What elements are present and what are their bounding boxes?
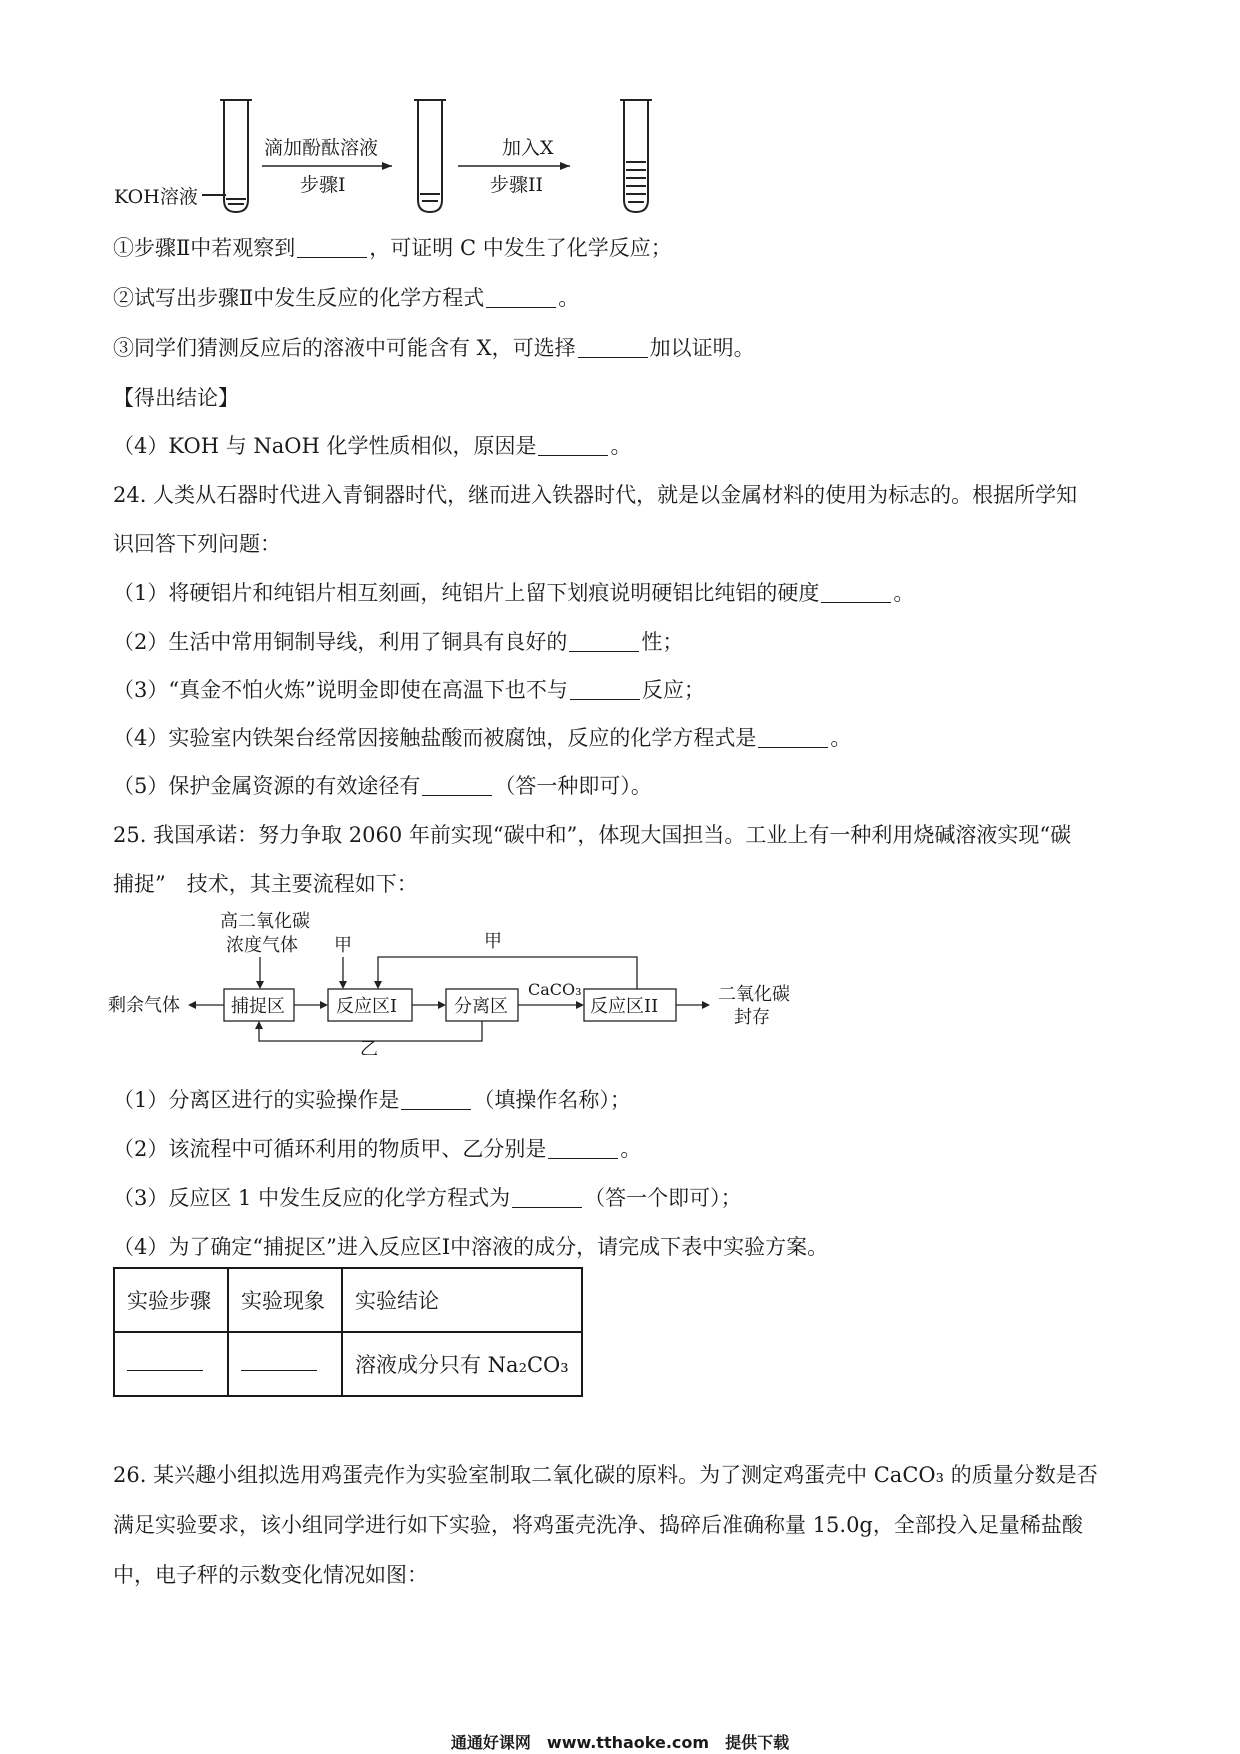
arrow-r2-to-output-head — [702, 1001, 710, 1009]
flow-jia-top: 甲 — [484, 931, 502, 952]
q24-stem-line1: 24. 人类从石器时代进入青铜器时代，继而进入铁器时代，就是以金属材料的使用为标志的。根据所学知 — [113, 483, 1078, 507]
flow-input-line1: 高二氧化碳 — [220, 911, 310, 932]
arrow1-label-top: 滴加酚酞溶液 — [264, 137, 379, 159]
yi-recycle-line — [259, 1021, 482, 1041]
q26-line1: 26. 某兴趣小组拟选用鸡蛋壳作为实验室制取二氧化碳的原料。为了测定鸡蛋壳中 CaCO₃ 的质量分数是否 — [113, 1463, 1098, 1487]
q24-item3: （3）“真金不怕火炼”说明金即使在高温下也不与 反应； — [113, 678, 705, 702]
arrow2-label-top: 加入X — [502, 137, 554, 159]
table-cell-phenomena — [228, 1332, 342, 1396]
input-arrow-head — [256, 981, 264, 989]
remaining-gas-arrow-head — [188, 1001, 196, 1009]
answer-blank[interactable] — [422, 775, 492, 796]
conclusion-heading: 【得出结论】 — [113, 386, 239, 410]
arrow1-label-bottom: 步骤I — [300, 174, 346, 196]
q25-item3: （3）反应区 1 中发生反应的化学方程式为 （答一个即可）； — [113, 1186, 742, 1210]
reactor1-label: 反应区I — [336, 996, 398, 1017]
arrow2-head — [560, 162, 570, 170]
answer-blank[interactable] — [127, 1352, 203, 1371]
q24-item5: （5）保护金属资源的有效途径有 （答一种即可）。 — [113, 774, 652, 798]
flow-input-line2: 浓度气体 — [226, 935, 298, 956]
q25-stem-line2: 捕捉” 技术，其主要流程如下： — [113, 872, 418, 896]
q26-line2: 满足实验要求，该小组同学进行如下实验，将鸡蛋壳洗净、捣碎后准确称量 15.0g，全部投入足量稀盐酸 — [113, 1513, 1083, 1537]
q23-item4: （4）KOH 与 NaOH 化学性质相似，原因是 。 — [113, 434, 632, 458]
answer-blank[interactable] — [538, 435, 608, 456]
table-header-row — [114, 1268, 582, 1332]
q25-stem-line1: 25. 我国承诺：努力争取 2060 年前实现“碳中和”，体现大国担当。工业上有一种利用烧碱溶液实现“碳 — [113, 823, 1072, 847]
answer-blank[interactable] — [570, 679, 640, 700]
arrow-sep-to-r2-head — [576, 1001, 584, 1009]
q23-item1: ①步骤Ⅱ中若观察到 ，可证明 C 中发生了化学反应； — [113, 236, 672, 260]
experiment-table — [113, 1267, 583, 1397]
test-tube-diagram — [108, 96, 708, 221]
flow-yi: 乙 — [360, 1039, 378, 1055]
flow-output-line2: 封存 — [734, 1007, 770, 1028]
tube-label: KOH溶液 — [114, 186, 198, 208]
answer-blank[interactable] — [569, 631, 639, 652]
q26-line3: 中，电子秤的示数变化情况如图： — [113, 1563, 428, 1587]
separator-label: 分离区 — [454, 996, 508, 1017]
answer-blank[interactable] — [548, 1138, 618, 1159]
jia-arrow-head — [339, 981, 347, 989]
table-cell-conclusion: 溶液成分只有 Na₂CO₃ — [342, 1332, 582, 1396]
reactor2-label: 反应区II — [590, 996, 659, 1017]
arrow-capture-to-r1-head — [320, 1001, 328, 1009]
q25-item2: （2）该流程中可循环利用的物质甲、乙分别是 。 — [113, 1137, 642, 1161]
flow-remaining-gas: 剩余气体 — [108, 995, 180, 1016]
answer-blank[interactable] — [401, 1089, 471, 1110]
table-header-cell: 实验现象 — [228, 1268, 342, 1332]
table-header-cell: 实验步骤 — [114, 1268, 228, 1332]
table-header-cell: 实验结论 — [342, 1268, 582, 1332]
flow-output-line1: 二氧化碳 — [718, 984, 790, 1005]
jia-recycle-line — [378, 957, 637, 989]
table-cell-steps — [114, 1332, 228, 1396]
q24-item4: （4）实验室内铁架台经常因接触盐酸而被腐蚀，反应的化学方程式是 。 — [113, 726, 852, 750]
q25-item1: （1）分离区进行的实验操作是 （填操作名称）； — [113, 1088, 631, 1112]
q23-item2: ②试写出步骤Ⅱ中发生反应的化学方程式 。 — [113, 286, 580, 310]
caco3-label: CaCO₃ — [528, 980, 582, 999]
arrow1-head — [382, 162, 392, 170]
yi-recycle-arrow-head — [255, 1021, 263, 1029]
answer-blank[interactable] — [297, 237, 367, 258]
answer-blank[interactable] — [241, 1352, 317, 1371]
q24-item2: （2）生活中常用铜制导线，利用了铜具有良好的 性； — [113, 630, 684, 654]
test-tube-2 — [414, 100, 446, 212]
table-row — [114, 1332, 582, 1396]
test-tube-3 — [620, 100, 652, 212]
jia-recycle-arrow-head — [374, 981, 382, 989]
answer-blank[interactable] — [578, 337, 648, 358]
answer-blank[interactable] — [758, 727, 828, 748]
answer-blank[interactable] — [512, 1187, 582, 1208]
arrow2-label-bottom: 步骤II — [490, 174, 544, 196]
arrow-r1-to-sep-head — [438, 1001, 446, 1009]
flow-jia-left: 甲 — [334, 935, 352, 956]
q24-item1: （1）将硬铝片和纯铝片相互刻画，纯铝片上留下划痕说明硬铝比纯铝的硬度 。 — [113, 581, 915, 605]
answer-blank[interactable] — [486, 287, 556, 308]
q24-stem-line2: 识回答下列问题： — [113, 532, 281, 556]
q25-item4: （4）为了确定“捕捉区”进入反应区Ⅰ中溶液的成分，请完成下表中实验方案。 — [113, 1235, 829, 1259]
carbon-capture-flow-diagram — [108, 905, 828, 1055]
q23-item3: ③同学们猜测反应后的溶液中可能含有 X，可选择 加以证明。 — [113, 336, 755, 360]
page-footer: 通通好课网 www.tthaoke.com 提供下载 — [450, 1733, 790, 1752]
capture-label: 捕捉区 — [231, 996, 285, 1017]
answer-blank[interactable] — [821, 582, 891, 603]
